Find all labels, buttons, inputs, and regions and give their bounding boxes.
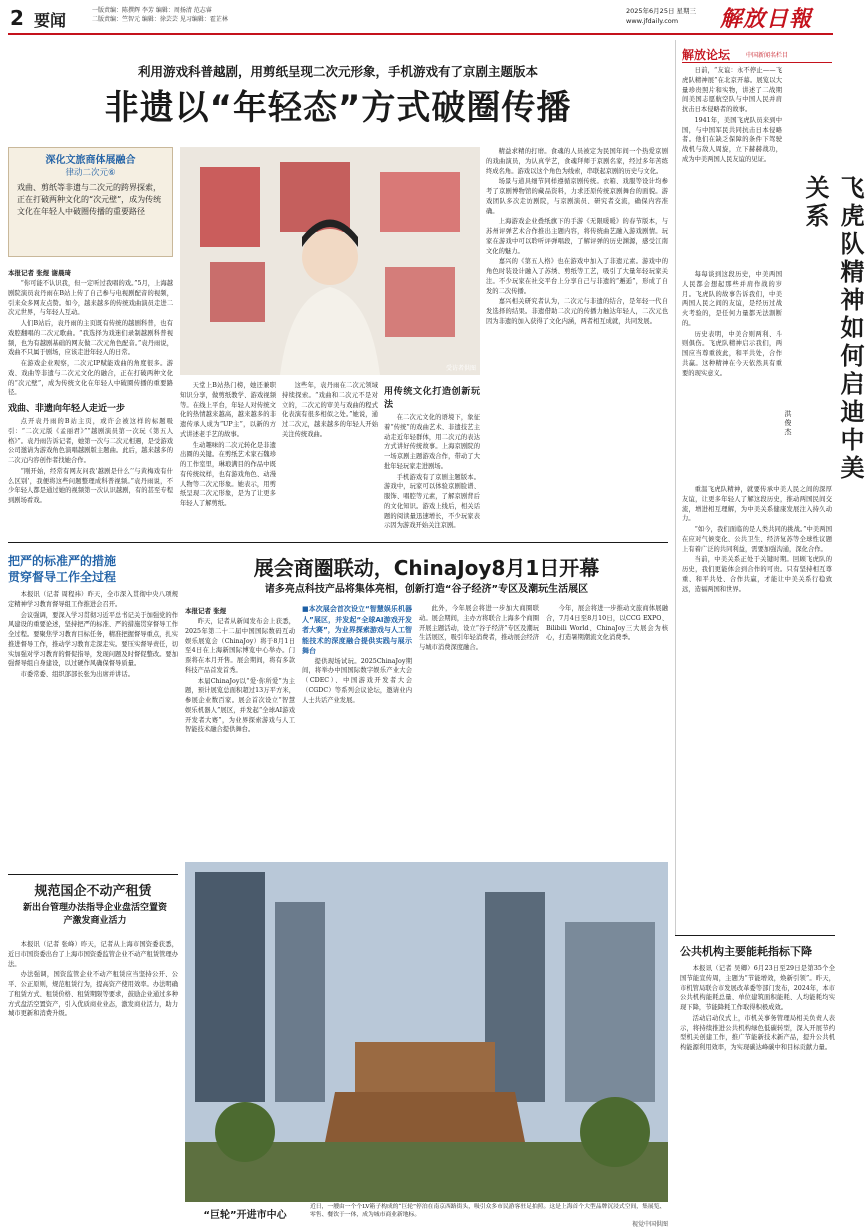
forum-paragraph: 每每谈到这段历史，中美两国人民都会想起那些并肩作战的岁月。飞虎队的故事告诉我们，中美两国人民之间的友谊，是经历过战火考验的，是任何力量都无法割断的。 [682, 271, 782, 327]
forum-paragraph: 重温飞虎队精神，就要传承中美人民之间的深厚友谊，让更多年轻人了解这段历史，推动两国民间交流，增进相互理解，为中美关系健康发展注入持久动力。 [682, 486, 832, 523]
ship-photo [185, 862, 668, 1202]
chinajoy-column-1 [185, 604, 295, 854]
lead-paragraph: 天堂上B站热门榜，她还兼职知识分享，做剪纸教学、游戏视频等。在线上平台，年轻人对传统文化的热情越来越高，越来越多的非遗传承人成为“UP主”，以新的方式讲述老手艺的故事。 [180, 382, 276, 438]
chinajoy-byline: 本报记者 张煜 [185, 607, 227, 615]
lead-paragraph: 精益求精的打磨。食魂的人员被定为民国年间一个热爱京剧的戏曲演员，为认真学艺，食魂拜师于京剧名家，经过多年苦练终成名角。游戏以这个角色为线索，串联起京剧的历史与文化。 [486, 148, 668, 175]
editors-line-2: 二版责编：竺智元 编辑：徐芸芸 见习编辑：霍芷林 [92, 16, 228, 23]
lead-paragraph: 这些年，袁丹雨在二次元领域持续探索。“戏曲和二次元不是对立的，二次元的审美与戏曲的程式化表演有很多相似之处。”她说，通过二次元，越来越多的年轻人开始关注传统戏曲。 [282, 382, 378, 438]
lead-column-1 [8, 266, 173, 536]
lead-paragraph: 嘉兴的《第五人格》也在游戏中加入了非遗元素。游戏中的角色时装设计融入了苏绣、剪纸等工艺，吸引了大量年轻玩家关注。不少玩家在社交平台上分享自己与非遗的“邂逅”，形成了自发的二次传播。 [486, 258, 668, 295]
lead-photo [180, 147, 480, 375]
chinajoy-subheadline: 诸多亮点科技产品将集体亮相，创新打造“谷子经济”专区及潮玩生活展区 [264, 584, 589, 595]
page-number: 2 [10, 6, 24, 30]
masthead [0, 0, 841, 40]
bus-body [680, 964, 835, 1222]
bus-paragraph: 本报讯（记者 吴卿）6月23日至29日是第35个全国节能宣传周，主题为“节能增效，焕新引领”。昨天，市机管局联合市发展改革委等部门发布，2024年，本市公共机构能耗总量、单位建筑面积能耗、人均能耗均实现下降，节能降耗工作取得积极成效。 [680, 965, 835, 1011]
lead-paragraph: 点开袁丹雨的B站主页，或许会被这样的标题吸引：“二次元版《孟丽君》”“越剧演员第一次玩《第五人格》”。袁丹雨告诉记者，她第一次与二次元相遇，是受游戏公司邀请为游戏角色演唱越剧版主题曲。此后，越来越多的二次元内容创作者找她合作。 [8, 418, 173, 464]
section-divider [8, 542, 668, 543]
chinajoy-paragraph: 提供现场试玩。2025ChinaJoy期间，将举办中国国际数字娱乐产业大会（CDEC）、中国游戏开发者大会（CGDC）等系列会议论坛，邀请业内人士共话产业发展。 [302, 657, 412, 704]
series-title: 深化文旅商体展融合 [45, 155, 136, 166]
forum-paragraph: “如今，我们面临的是人类共同的挑战。”中美两国在应对气候变化、公共卫生、经济复苏等全球性议题上有着广泛的共同利益，需要加强沟通，深化合作。 [682, 526, 832, 553]
lead-paragraph: 生动趣味的二次元转化是非遗出圈的关键。在剪纸艺术家石魏珍的工作室里，琳琅满目的作品中既有传统纹样，也有游戏角色、动漫人物等二次元形象。她表示，用剪纸呈现二次元形象，是为了让更多年轻人了解剪纸。 [180, 441, 276, 507]
lead-paragraph: 手机游戏有了京剧主题版本。游戏中，玩家可以体验京剧脸谱、服饰、唱腔等元素，了解京剧背后的文化知识。游戏上线后，相关话题的阅读量迅速增长，不少玩家表示因为游戏开始关注京剧。 [384, 473, 480, 530]
forum-paragraph: 当前，中美关系正处于关键时期。回顾飞虎队的历史，我们更能体会到合作的可贵。只有坚持相互尊重、和平共处、合作共赢，才能让中美关系行稳致远，造福两国和世界。 [682, 556, 832, 593]
lead-column-3 [282, 381, 378, 536]
lead-paragraph: “你可能不认识我，但一定听过我唱的戏。”5月，上海越剧院演员袁丹雨在B站上传了自己参与电视剧配音的视频，引来众多网友点赞。如今，越来越多的传统戏曲演员走进二次元世界，与年轻人互动。 [8, 280, 173, 317]
chinajoy-paragraph: 今年，展会将进一步推动文旅商体展融合，7月4日至8月10日，以CCG EXPO、Bilibili World、ChinaJoy三大展会为核心，打造暑期潮流文化消费季。 [546, 605, 668, 642]
lead-headline: 非遗以“年轻态”方式破圈传播 [104, 88, 572, 128]
lead-paragraph: 在二次元文化的语境下，象征着“传统”的戏曲艺术、非遗技艺主动走近年轻群体，用二次元的表达方式讲好传统故事。上海京剧院的一场京剧主题游戏合作，带动了大批年轻玩家走进剧场。 [384, 414, 480, 470]
forum-column-2 [682, 270, 782, 480]
series-subtitle: 律动二次元⑥ [65, 168, 116, 178]
site-url[interactable]: www.jfdaily.com [626, 17, 679, 25]
lead-kicker: 利用游戏科普越剧，用剪纸呈现二次元形象，手机游戏有了京剧主题版本 [137, 64, 538, 79]
chinajoy-column-4 [546, 604, 668, 854]
forum-tag: 中国新闻名栏目 [746, 52, 789, 59]
forum-paragraph: 历史表明，中美合则两利、斗则俱伤。飞虎队精神启示我们，两国应当尊重彼此，和平共处，合作共赢。这种精神在今天依然具有重要的现实意义。 [682, 330, 782, 377]
ship-photo-title: “巨轮”开进市中心 [203, 1210, 287, 1221]
bus-paragraph: 活动启动仪式上，市机关事务管理局相关负责人表示，将持续推进公共机构绿色低碳转型，深入开展节约型机关创建工作，推广节能新技术新产品，提升公共机构能源利用效率，为实现碳达峰碳中和目标贡献力量。 [680, 1014, 835, 1051]
story2-subtitle: 新出台管理办法指导企业盘活空置资产激发商业活力 [22, 903, 167, 926]
lead-subhead-1: 戏曲、非遗向年轻人走近一步 [8, 404, 126, 414]
lead-paragraph: 人们B站后，袁丹雨的主页既有传统的越剧科普，也有戏腔翻唱的二次元歌曲。“我选择为戏迷们录制越剧科普视频，也为有越剧基础的网友做二次元角色配音。”袁丹雨说，戏曲不只属于剧场，应该走进年轻人的日常。 [8, 320, 173, 357]
lead-paragraph: 嘉兴相关研究者认为，二次元与非遗的结合，是年轻一代自发选择的结果。非遗借助二次元的传播力触达年轻人，二次元也因为非遗的加入获得了文化内涵，两者相互成就，共同发展。 [486, 298, 668, 325]
newspaper-logo: 解放日報 [720, 6, 813, 32]
chinajoy-column-3 [419, 604, 539, 854]
lead-column-4 [384, 381, 480, 536]
chinajoy-headline: 展会商圈联动，ChinaJoy8月1日开幕 [253, 556, 600, 580]
series-intro: 戏曲、剪纸等非遗与二次元的跨界探索，正在打破两种文化的“次元壁”，成为传统文化在年轻人中破圈传播的重要路径 [17, 183, 162, 216]
performer-photo-illustration [180, 147, 480, 375]
forum-paragraph: 日前，“友谊：永不停止——飞虎队精神展”在北京开幕。展览以大量珍贵照片和实物，讲述了二战期间美国志愿航空队与中国人民并肩抗击日本侵略者的故事。 [682, 67, 782, 113]
chinajoy-paragraph: 本届ChinaJoy以“爱·你所爱”为主题，预计展览总面积超过13万平方米，参展企业数百家。展会首次设立“智慧娱乐机器人”展区，并发起“全球AI游戏开发者大赛”，为业界探索游戏与人工智能技术融合提供舞台。 [185, 677, 295, 734]
ship-photo-caption: 近日，一艘由一个个LV箱子构成的“巨轮”停泊在南京西路街头，吸引众多市民游客驻足拍照。这是上海首个大型品牌沉浸式空间，集展览、零售、餐饮于一体，成为城市商业新地标。 [310, 1204, 666, 1218]
story2-lead: 本报讯（记者 张峰）昨天，记者从上海市国资委获悉，近日市国资委出台了上海市国资委监管企业不动产租赁管理办法。 [8, 941, 179, 968]
story1-paragraph: 会议强调，要深入学习贯彻习近平总书记关于加强党的作风建设的重要论述，坚持把严的标准、严的措施贯穿督导工作全过程。要聚焦学习教育目标任务，精准把握督导重点，扎实推进督导工作，推动学习教育走深走实。要压实督导责任，切实加强对学习教育的督促指导，发现问题及时督促整改。要加强督导组自身建设，以过硬作风确保督导质量。 [8, 611, 179, 668]
ship-photo-credit: 视觉中国供图 [631, 1221, 668, 1228]
lead-byline: 本报记者 张煜 谢晨琦 [8, 269, 72, 277]
lead-column-2 [180, 381, 276, 536]
forum-column-3 [682, 485, 832, 925]
story1-lead: 本报讯（记者 周程祎）昨天，全市深入贯彻中央八项规定精神学习教育督导组工作推进会召开。 [8, 591, 178, 608]
section-name: 要闻 [34, 11, 67, 30]
forum-paragraph: 1941年，美国飞虎队员来到中国，与中国军民共同抗击日本侵略者。他们在缺乏保障的条件下驾驶战机与敌人周旋，立下赫赫战功，成为中美两国人民友谊的见证。 [682, 116, 782, 163]
editors-credits [92, 6, 312, 24]
lead-paragraph: 上海游戏企业叠纸旗下的手游《无限暖暖》的春节版本，与苏州评弹艺术合作推出主题内容，将传统曲艺融入游戏剧情。玩家在游戏中可以聆听评弹唱段，了解评弹的历史渊源，感受江南文化的魅力。 [486, 218, 668, 255]
masthead-rule [8, 33, 833, 35]
lead-paragraph: 在游戏企业观察，二次元IP赋能戏曲的角度很多。游戏、戏曲等非遗与二次元文化的融合，正在打破两种文化的“次元壁”，成为传统文化在年轻人中破圈传播的重要路径。 [8, 360, 173, 397]
story1-title: 把严的标准严的措施 [8, 554, 117, 568]
chinajoy-summary: ■本次展会首次设立“智慧娱乐机器人”展区，并发起“全球AI游戏开发者大赛”，为业界探索游戏与人工智能技术的深度融合提供实践与展示舞台 [302, 605, 412, 655]
forum-intro-column [682, 66, 782, 266]
lead-column-5 [486, 147, 668, 537]
bus-title: 公共机构主要能耗指标下降 [680, 945, 812, 958]
forum-author: 洪俊杰 [784, 410, 792, 437]
story1-paragraph: 市委常委、组织部部长张为出席并讲话。 [20, 671, 134, 678]
lead-paragraph: “刚开始，经常有网友问我‘越剧是什么’‘与黄梅戏有什么区别’，我便将这些问题整理成科普视频。”袁丹雨说，不少年轻人都是通过她的视频第一次认识越剧，有的甚至专程到剧场看戏。 [8, 467, 173, 504]
forum-title: 解放论坛 [682, 48, 731, 62]
lead-photo-caption: 受访者供图 [445, 365, 476, 372]
city-photo-illustration [185, 862, 668, 1202]
story1-body [8, 590, 178, 830]
editors-line-1: 一版责编：陈撰辉 李芳 编辑：周扬清 范志睿 [92, 7, 212, 14]
story2-body [8, 940, 178, 1220]
chinajoy-paragraph: 昨天，记者从新闻发布会上获悉，2025年第二十二届中国国际数码互动娱乐展览会（ChinaJoy）将于8月1日至4日在上海新国际博览中心举办。门票将在本月开售。展会期间，将有多款科技产品首发首秀。 [185, 618, 295, 674]
story2-paragraph: 办法强调，国资监管企业不动产租赁应当坚持公开、公平、公正原则，规范租赁行为，提高资产使用效率。办法明确了租赁方式、租赁价格、租赁期限等要求，鼓励企业通过多种方式盘活空置资产，引入优质商业业态，激发商业活力，助力城市更新和消费升级。 [8, 971, 179, 1018]
story1-title-2: 贯穿督导工作全过程 [8, 570, 117, 584]
forum-column [675, 40, 864, 935]
story2-title: 规范国企不动产租赁 [34, 884, 152, 899]
issue-date: 2025年6月25日 星期三 [626, 7, 697, 15]
bus-divider [675, 935, 835, 936]
chinajoy-paragraph: 此外，今年展会将进一步加大商圈联动。展会期间，主办方将联合上海多个商圈开展主题活动，设立“谷子经济”专区及潮玩生活展区，吸引年轻消费者，推动展会经济与城市消费深度融合。 [419, 605, 539, 651]
ship-photo-caption-bar [185, 1204, 668, 1226]
series-box [8, 147, 173, 257]
forum-vertical-title: 飞虎队精神如何启迪中美关系 [801, 175, 864, 483]
story-divider [8, 874, 178, 875]
lead-subhead-2: 用传统文化打造创新玩法 [384, 387, 480, 410]
chinajoy-column-2 [302, 604, 412, 854]
lead-paragraph: 场景与道具细节同样遵循京剧传统。衣箱、戏服等设计均参考了京剧博物馆的藏品资料，力求还原传统京剧舞台的面貌。游戏团队多次走访剧院，与京剧演员、研究者交流，确保内容准确。 [486, 178, 668, 215]
